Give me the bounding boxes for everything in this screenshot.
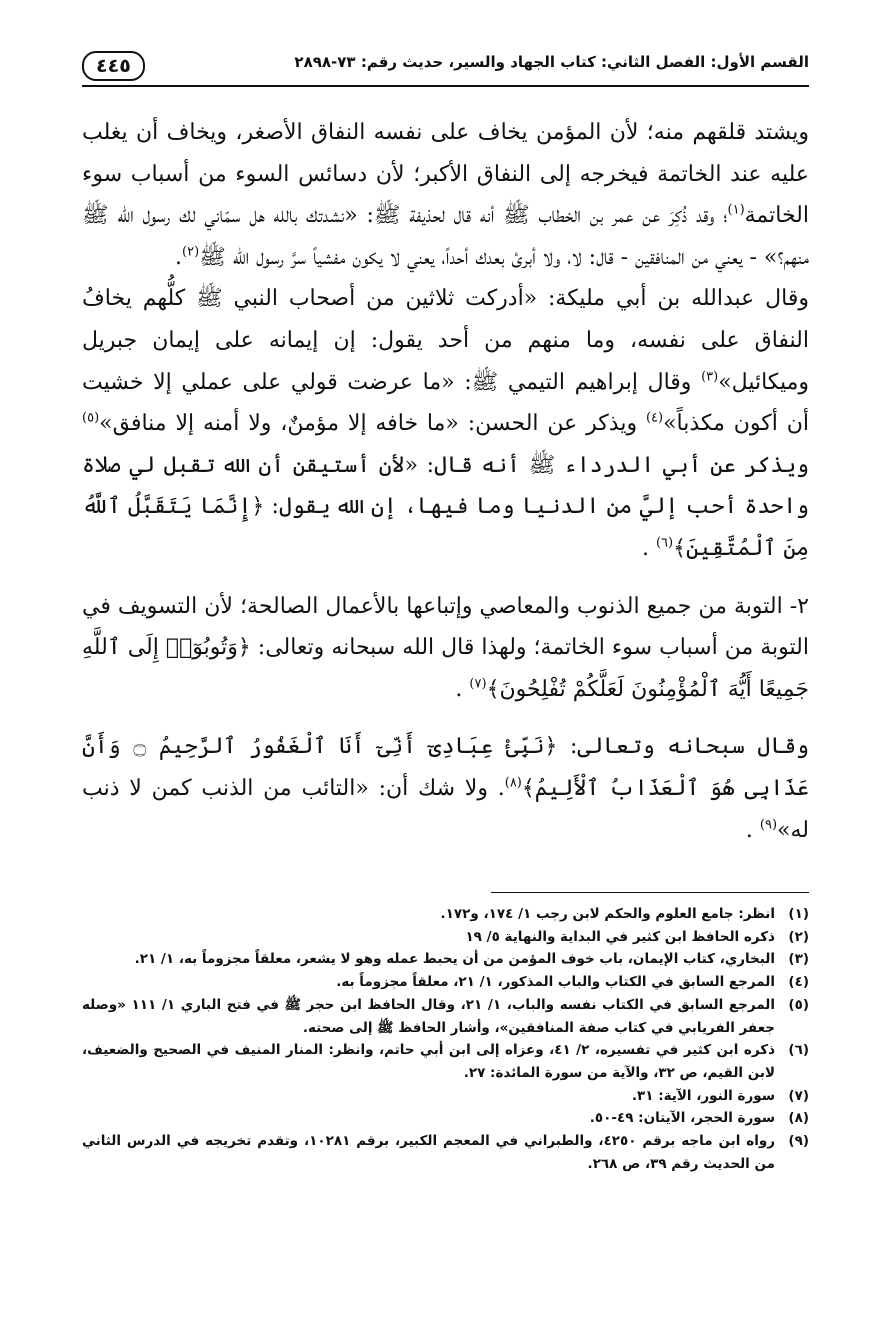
paragraph-text: . ولا شك أن: «التائب من الذنب كمن لا ذنب له» xyxy=(82,775,809,843)
footnote-text: المرجع السابق في الكتاب والباب المذكور، ١/ ٢١، معلقاً مجزوماً به. xyxy=(336,974,775,991)
footnote-text: رواه ابن ماجه برقم ٤٢٥٠، والطبراني في المعجم الكبير، برقم ١٠٢٨١، وتقدم تخريجه في الدرس الثاني من الحديث رقم ٣٩، ص ٢٦٨. xyxy=(82,1133,775,1172)
footnote xyxy=(82,971,809,994)
footnote-number: (٢) xyxy=(788,928,809,945)
footnotes xyxy=(82,903,809,1175)
main-text xyxy=(82,112,809,851)
footnote-number: (٦) xyxy=(788,1042,809,1059)
footnote-number: (٣) xyxy=(788,951,809,968)
footnote-ref: (٨) xyxy=(504,775,522,791)
paragraph-1 xyxy=(82,112,809,278)
paragraph-text: وقال إبراهيم التيمي ﷺ: «ما عرضت قولي على عملي إلا خشيت أن أكون مكذباً» xyxy=(82,369,809,437)
paragraph-text: . xyxy=(455,676,470,702)
paragraph-3 xyxy=(82,586,809,711)
footnote xyxy=(82,1039,809,1084)
footnote-number: (٥) xyxy=(788,996,809,1013)
footnote-ref: (٥) xyxy=(82,410,100,426)
footnote-ref: (٧) xyxy=(469,676,487,692)
paragraph-text: ؛ وقد ذُكِرَ عن عمر بن الخطاب ﷺ أنه قال لحذيفة ﷺ: «نشدتك بالله هل سمّاني لك رسول الله ﷺ منهم؟» - يعني من المنافقين - قال: لا، ولا أبرئ بعدك أحداً، يعني لا يكون مفشياً سرَّ رسول الله ﷺ xyxy=(82,203,809,270)
footnote-ref: (٤) xyxy=(645,410,664,426)
paragraph-text: ويذكر عن أبي الدرداء ﷺ أنه قال: «لأن أستيقن أن الله تقبل لي صلاة واحدة أحب إليَّ من الدنيا وما فيها، إن الله يقول: ﴿إِنَّمَا يَتَقَبَّلُ ٱللَّهُ مِنَ ٱلْمُتَّقِينَ﴾ xyxy=(82,452,809,561)
footnote-text: انظر: جامع العلوم والحكم لابن رجب ١/ ١٧٤، و١٧٢. xyxy=(440,906,775,922)
footnote xyxy=(82,1085,809,1108)
page-number: ٤٤٥ xyxy=(82,51,145,81)
footnote-text: سورة الحجر، الآيتان: ٤٩-٥٠. xyxy=(589,1110,775,1127)
footnote-text: سورة النور، الآية: ٣١. xyxy=(631,1087,775,1104)
footnote xyxy=(82,1107,809,1130)
footnote xyxy=(82,926,809,949)
running-head: القسم الأول: الفصل الثاني: كتاب الجهاد والسير، حديث رقم: ٧٣-٢٨٩٨ xyxy=(294,53,809,71)
footnote-number: (٨) xyxy=(788,1110,809,1127)
paragraph-text: . xyxy=(175,244,183,270)
paragraph-text: ويشتد قلقهم منه؛ لأن المؤمن يخاف على نفسه النفاق الأصغر، ويخاف أن يغلب عليه عند الخاتمة فيخرجه إلى النفاق الأكبر؛ لأن دسائس السوء من أسباب سوء الخاتمة xyxy=(82,120,809,229)
footnote-text: البخاري، كتاب الإيمان، باب خوف المؤمن من أن يحبط عمله وهو لا يشعر، معلقاً مجزوماً به، ١/ ٢١. xyxy=(134,951,775,968)
paragraph-4 xyxy=(82,726,809,851)
footnote xyxy=(82,903,809,926)
paragraph-text: وقال عبدالله بن أبي مليكة: «أدركت ثلاثين من أصحاب النبي ﷺ كلُّهم يخافُ النفاق على نفسه، وما منهم من أحد يقول: إن إيمانه على إيمان جبريل وميكائيل» xyxy=(82,286,809,395)
footnote-number: (٩) xyxy=(788,1133,809,1150)
footnote-number: (١) xyxy=(788,906,809,922)
footnotes-separator xyxy=(491,892,809,893)
paragraph-text: ويذكر عن الحسن: «ما خافه إلا مؤمنٌ، ولا أمنه إلا منافق» xyxy=(99,411,646,437)
paragraph-2 xyxy=(82,278,809,569)
footnote-text: المرجع السابق في الكتاب نفسه والباب، ١/ ٢١، وقال الحافظ ابن حجر ﷺ في فتح الباري ١/ ١١١ «وصله جعفر الفريابي في كتاب صفة المنافقين»، وأشار الحافظ ﷺ إلى صحته. xyxy=(82,996,775,1036)
page-header xyxy=(82,50,809,77)
footnote-ref: (٦) xyxy=(655,535,674,551)
footnote-number: (٤) xyxy=(788,974,809,991)
footnote xyxy=(82,948,809,971)
footnote-ref: (٢) xyxy=(182,244,200,260)
footnote-text: ذكره الحافظ ابن كثير في البداية والنهاية ٥/ ١٩ xyxy=(465,928,775,945)
paragraph-text: . xyxy=(641,535,656,561)
footnote xyxy=(82,1130,809,1175)
footnote-text: ذكره ابن كثير في تفسيره، ٢/ ٤١، وعزاه إلى ابن أبي حاتم، وانظر: المنار المنيف في الصحيح والضعيف، لابن القيم، ص ٣٢، والآية من سورة المائدة: ٢٧. xyxy=(82,1042,775,1081)
paragraph-text: وقال سبحانه وتعالى: ﴿نَبِّئْ عِبَادِىٓ أَنِّىٓ أَنَا ٱلْغَفُورُ ٱلرَّحِيمُ ۝ وَأَنَّ عَذَابِى هُوَ ٱلْعَذَابُ ٱلْأَلِيمُ﴾ xyxy=(82,734,809,801)
footnote-number: (٧) xyxy=(788,1087,809,1104)
footnote xyxy=(82,994,809,1039)
header-rule xyxy=(82,85,809,87)
footnote-ref: (٩) xyxy=(759,817,778,833)
footnote-ref: (١) xyxy=(727,202,745,218)
paragraph-text: ٢- التوبة من جميع الذنوب والمعاصي وإتباعها بالأعمال الصالحة؛ لأن التسويف في التوبة من أسباب سوء الخاتمة؛ ولهذا قال الله سبحانه وتعالى: ﴿وَتُوبُوٓا۟ إِلَى ٱللَّهِ جَمِيعًا أَيُّهَ ٱلْمُؤْمِنُونَ لَعَلَّكُمْ تُفْلِحُونَ﴾ xyxy=(82,593,809,702)
paragraph-text: . xyxy=(745,817,760,843)
footnote-ref: (٣) xyxy=(701,369,719,385)
